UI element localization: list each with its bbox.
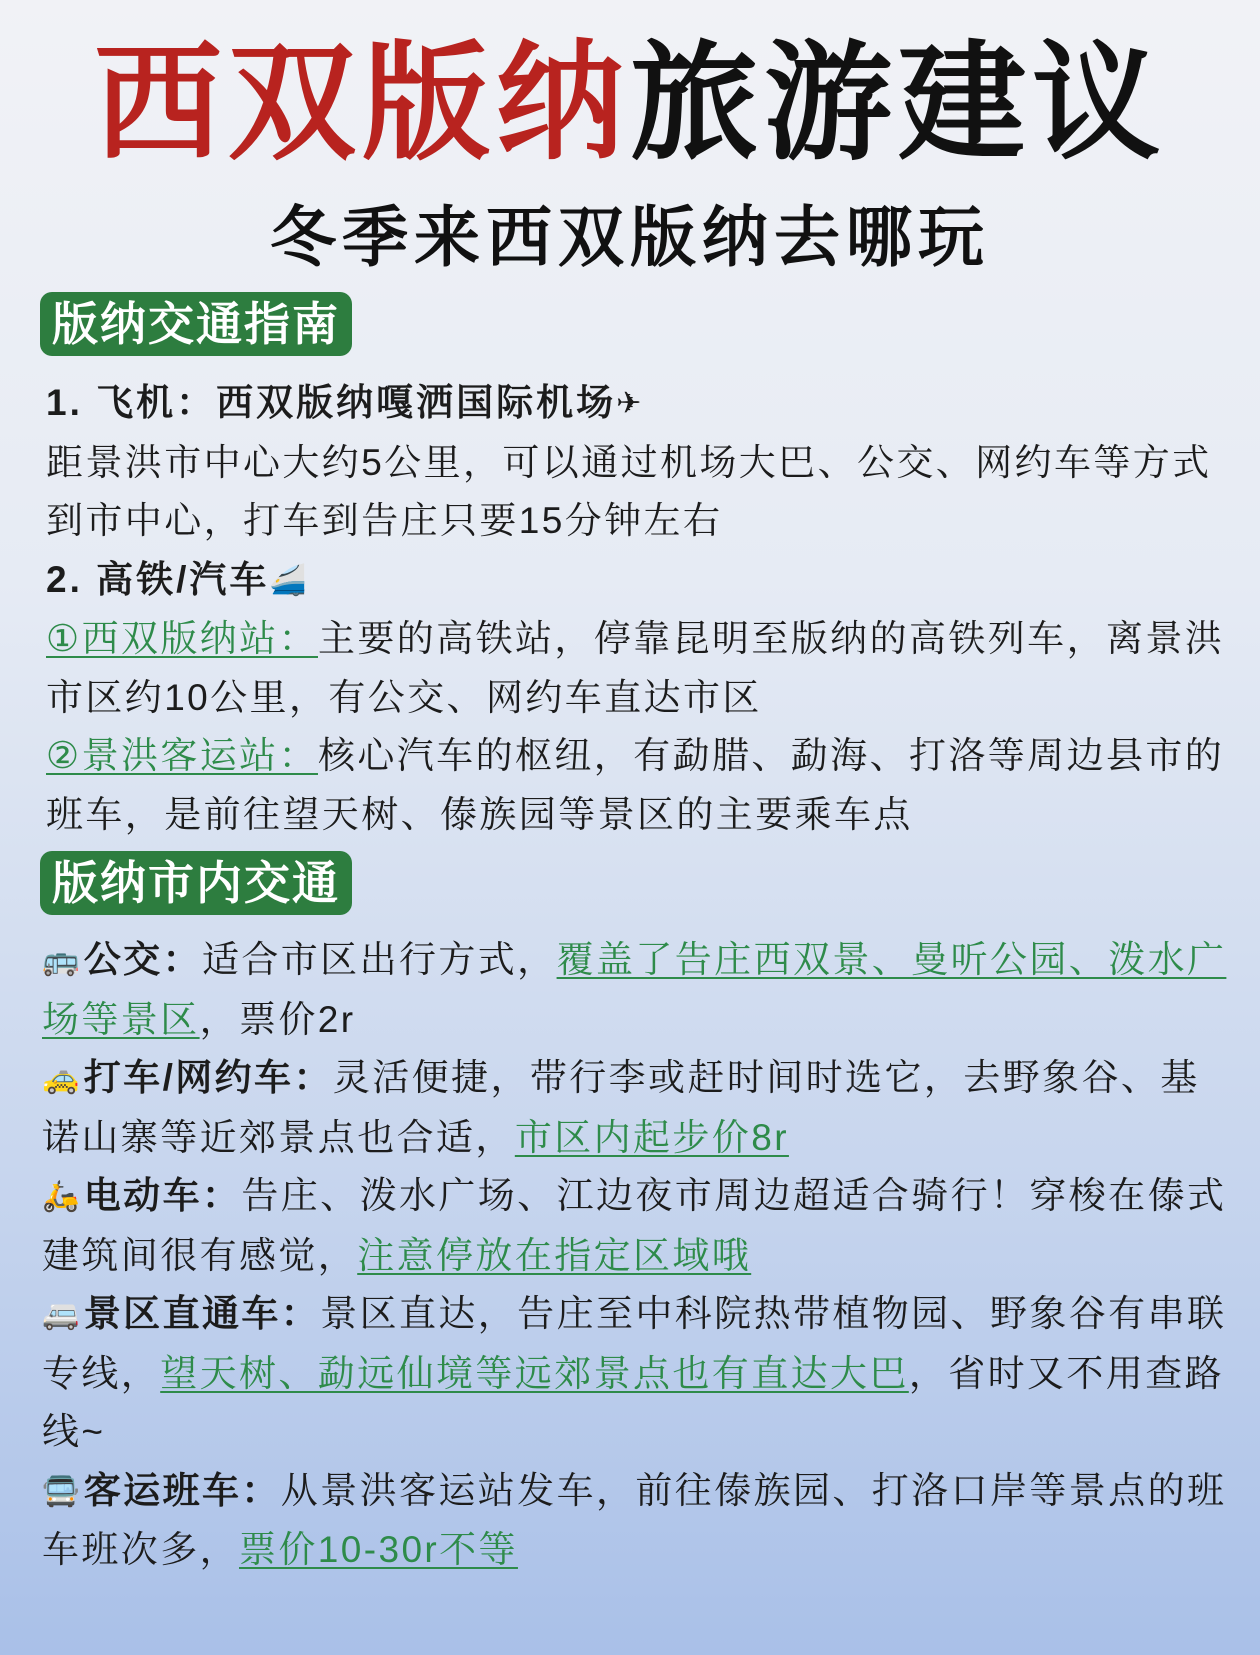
- ebike-text: 告庄、泼水广场、江边夜市周边超适合骑行！穿梭在傣式建筑间很有感觉，: [42, 1175, 1227, 1276]
- station-link-1: ①西双版纳站：: [46, 618, 318, 659]
- bus-highlight: 覆盖了告庄西双景、曼听公园、泼水广场等景区: [42, 939, 1227, 1040]
- bus-text: 适合市区出行方式，: [201, 939, 557, 980]
- section-badge-traffic-guide: 版纳交通指南: [40, 292, 352, 356]
- rail-heading: 2. 高铁/汽车: [46, 558, 270, 600]
- airplane-icon: ✈: [616, 387, 644, 420]
- coach-item: [42, 1462, 1230, 1580]
- scooter-icon: 🛵: [42, 1180, 82, 1213]
- coach-label: 客运班车：: [83, 1469, 281, 1511]
- section-city-transport: [42, 931, 1230, 1580]
- taxi-highlight: 市区内起步价8r: [514, 1116, 789, 1158]
- airport-description: 距景洪市中心大约5公里，可以通过机场大巴、公交、网约车等方式到市中心，打车到告庄只要15分钟左右: [46, 441, 1212, 541]
- coach-text: 从景洪客运站发车，前往傣族园、打洛口岸等景点的班车班次多，: [42, 1469, 1227, 1570]
- shuttle-text: 景区直达，告庄至中科院热带植物园、野象谷有串联专线，: [42, 1293, 1227, 1394]
- shuttle-label: 景区直通车：: [83, 1293, 321, 1334]
- section-badge-city-transport: 版纳市内交通: [40, 851, 352, 915]
- page-title: [0, 28, 1260, 178]
- taxi-item: [42, 1049, 1230, 1167]
- shuttle-tail: ，省时又不用查路线~: [42, 1352, 1225, 1452]
- ebike-label: 电动车：: [83, 1175, 242, 1216]
- station-text-2: 核心汽车的枢纽，有勐腊、勐海、打洛等周边县市的班车，是前往望天树、傣族园等景区的主要乘车点: [46, 735, 1225, 835]
- title-red-part: 西双版纳: [93, 28, 630, 178]
- section-traffic-guide: [46, 374, 1226, 844]
- station-item-1: [46, 610, 1226, 727]
- bus-label: 公交：: [83, 939, 202, 980]
- bus-icon: 🚌: [42, 944, 82, 977]
- minibus-icon: 🚐: [42, 1298, 82, 1331]
- airport-item: [46, 374, 1226, 434]
- station-item-2: [46, 727, 1226, 844]
- coach-bus-icon: 🚍: [42, 1474, 82, 1508]
- ebike-item: [42, 1167, 1230, 1285]
- title-black-part: 旅游建议: [630, 28, 1167, 178]
- bus-tail: ，票价2r: [199, 998, 356, 1040]
- ebike-highlight: 注意停放在指定区域哦: [357, 1234, 752, 1276]
- station-text-1: 主要的高铁站，停靠昆明至版纳的高铁列车，离景洪市区约10公里，有公交、网约车直达市区: [46, 618, 1225, 718]
- coach-highlight: 票价10-30r不等: [239, 1529, 518, 1570]
- taxi-label: 打车/网约车：: [83, 1057, 333, 1098]
- rail-item: [46, 551, 1226, 611]
- page-subtitle: 冬季来西双版纳去哪玩: [270, 200, 990, 274]
- shuttle-item: [42, 1285, 1230, 1462]
- bus-item: [42, 931, 1230, 1049]
- station-link-2: ②景洪客运站：: [46, 735, 318, 776]
- taxi-text: 灵活便捷，带行李或赶时间时选它，去野象谷、基诺山寨等近郊景点也合适，: [42, 1057, 1200, 1158]
- taxi-icon: 🚕: [42, 1062, 82, 1095]
- shuttle-highlight: 望天树、勐远仙境等远郊景点也有直达大巴: [160, 1352, 909, 1394]
- bullet-train-icon: 🚄: [269, 563, 310, 597]
- airport-heading: 1. 飞机：西双版纳嘎洒国际机场: [46, 382, 617, 423]
